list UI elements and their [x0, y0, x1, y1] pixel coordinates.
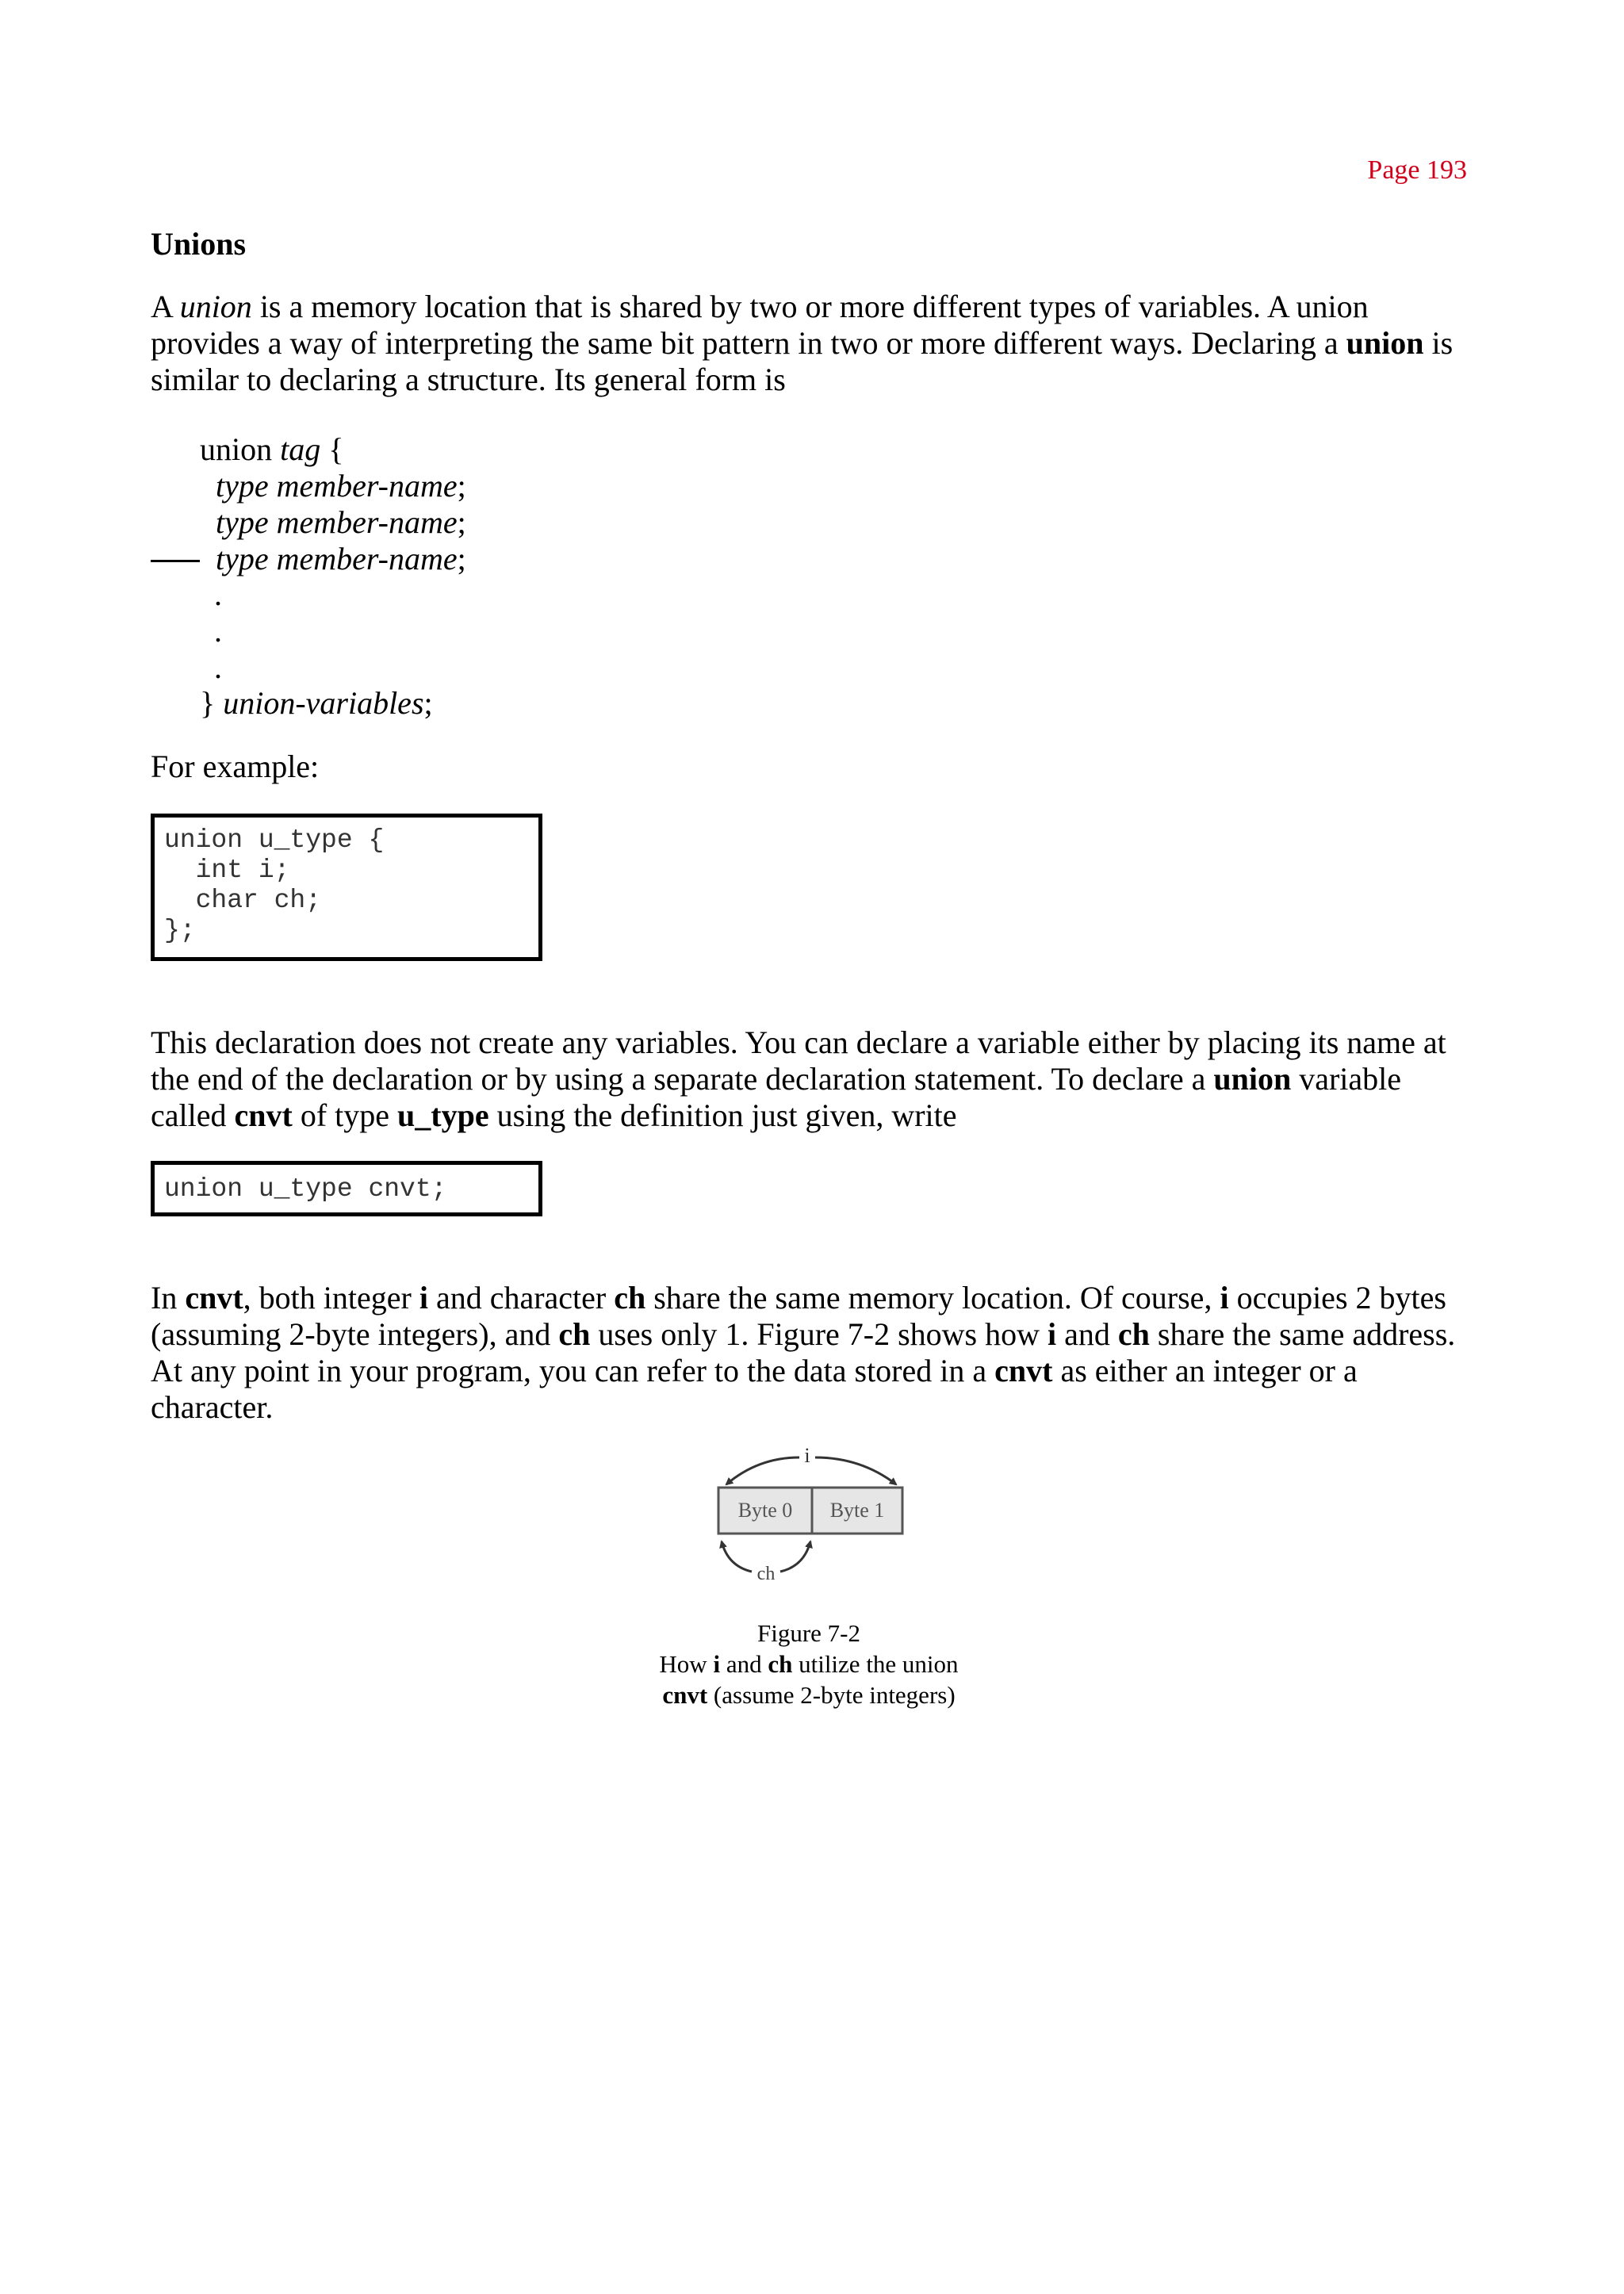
page-number: Page 193 — [1367, 155, 1467, 185]
keyword-bold: i — [419, 1280, 428, 1316]
keyword-bold: cnvt — [662, 1681, 708, 1709]
example-label: For example: — [151, 749, 320, 784]
text: and — [1056, 1316, 1118, 1352]
caption-line — [555, 1649, 1063, 1679]
placeholder: type member-name — [216, 541, 458, 576]
text: is a memory location that is shared by two or more different types of variables. A union provides a way of interpreting the same bit pattern in two or more different ways. Declaring a — [151, 289, 1369, 361]
code-block-union-definition: union u_type { int i; char ch; }; — [151, 814, 542, 961]
brace: { — [320, 431, 344, 467]
keyword-bold: i — [1220, 1280, 1229, 1316]
text: and — [720, 1650, 768, 1678]
keyword-bold: u_type — [397, 1097, 489, 1133]
keyword-bold: union — [1346, 325, 1424, 361]
text: as either an integer or a character. — [151, 1353, 1358, 1425]
semicolon: ; — [457, 468, 466, 504]
union-memory-figure — [710, 1443, 909, 1586]
text: How — [659, 1650, 714, 1678]
text: is similar to declaring a structure. Its general form is — [151, 325, 1454, 397]
text: and character — [427, 1280, 615, 1316]
text: A — [151, 289, 180, 324]
keyword-bold: i — [713, 1650, 721, 1678]
text: (assume 2-byte integers) — [707, 1681, 956, 1709]
caption-line: Figure 7-2 — [756, 1619, 860, 1647]
text: , both integer — [243, 1280, 419, 1316]
text: share the same address. At any point in your program, you can refer to the data stored in a — [151, 1316, 1456, 1388]
label-ch: ch — [756, 1564, 776, 1584]
keyword-bold: cnvt — [234, 1097, 293, 1133]
caption-line — [555, 1679, 1063, 1710]
term-italic: union — [179, 289, 252, 324]
code-block-variable-declaration: union u_type cnvt; — [151, 1161, 542, 1216]
placeholder: tag — [280, 431, 321, 467]
ellipsis-dot: . — [214, 576, 222, 612]
ellipsis-dot: . — [214, 649, 222, 685]
ch-span-arrow — [722, 1541, 752, 1572]
keyword-bold: i — [1048, 1316, 1057, 1352]
i-span-arrow — [726, 1457, 799, 1484]
text: of type — [292, 1097, 398, 1133]
ellipsis-dot: . — [214, 613, 222, 649]
figure-caption — [555, 1618, 1063, 1710]
general-form-open — [200, 431, 343, 468]
general-form-member — [216, 468, 466, 504]
keyword-bold: ch — [614, 1280, 646, 1316]
text: variable called — [151, 1061, 1402, 1133]
keyword-bold: union — [1213, 1061, 1292, 1097]
text: using the definition just given, write — [488, 1097, 957, 1133]
keyword: union — [200, 431, 281, 467]
keyword-bold: cnvt — [185, 1280, 243, 1316]
memory-paragraph — [151, 1280, 1483, 1426]
semicolon: ; — [423, 685, 433, 721]
general-form-member — [216, 504, 466, 541]
byte0-label: Byte 0 — [737, 1499, 793, 1522]
text: In — [151, 1280, 186, 1316]
section-heading: Unions — [151, 226, 247, 262]
byte1-label: Byte 1 — [829, 1499, 885, 1522]
general-form-member — [216, 541, 466, 577]
semicolon: ; — [457, 504, 466, 540]
margin-tick — [151, 560, 200, 562]
keyword-bold: cnvt — [994, 1353, 1053, 1388]
label-i: i — [804, 1444, 810, 1467]
keyword-bold: ch — [558, 1316, 591, 1352]
keyword-bold: ch — [1117, 1316, 1150, 1352]
placeholder: union-variables — [223, 685, 424, 721]
text: share the same memory location. Of course, — [645, 1280, 1220, 1316]
intro-paragraph — [151, 289, 1483, 398]
ch-span-arrow — [780, 1541, 810, 1572]
general-form-close — [200, 685, 433, 722]
keyword-bold: ch — [768, 1650, 793, 1678]
placeholder: type member-name — [216, 504, 458, 540]
semicolon: ; — [457, 541, 466, 576]
declaration-paragraph — [151, 1024, 1483, 1134]
text: utilize the union — [792, 1650, 959, 1678]
text: uses only 1. Figure 7-2 shows how — [590, 1316, 1048, 1352]
text: This declaration does not create any variables. You can declare a variable either by placing its name at the end of the declaration or by using a separate declaration statement. To declare a — [151, 1024, 1446, 1097]
brace: } — [200, 685, 224, 721]
text: occupies 2 bytes (assuming 2-byte integers), and — [151, 1280, 1446, 1352]
placeholder: type member-name — [216, 468, 458, 504]
i-span-arrow — [815, 1457, 896, 1484]
